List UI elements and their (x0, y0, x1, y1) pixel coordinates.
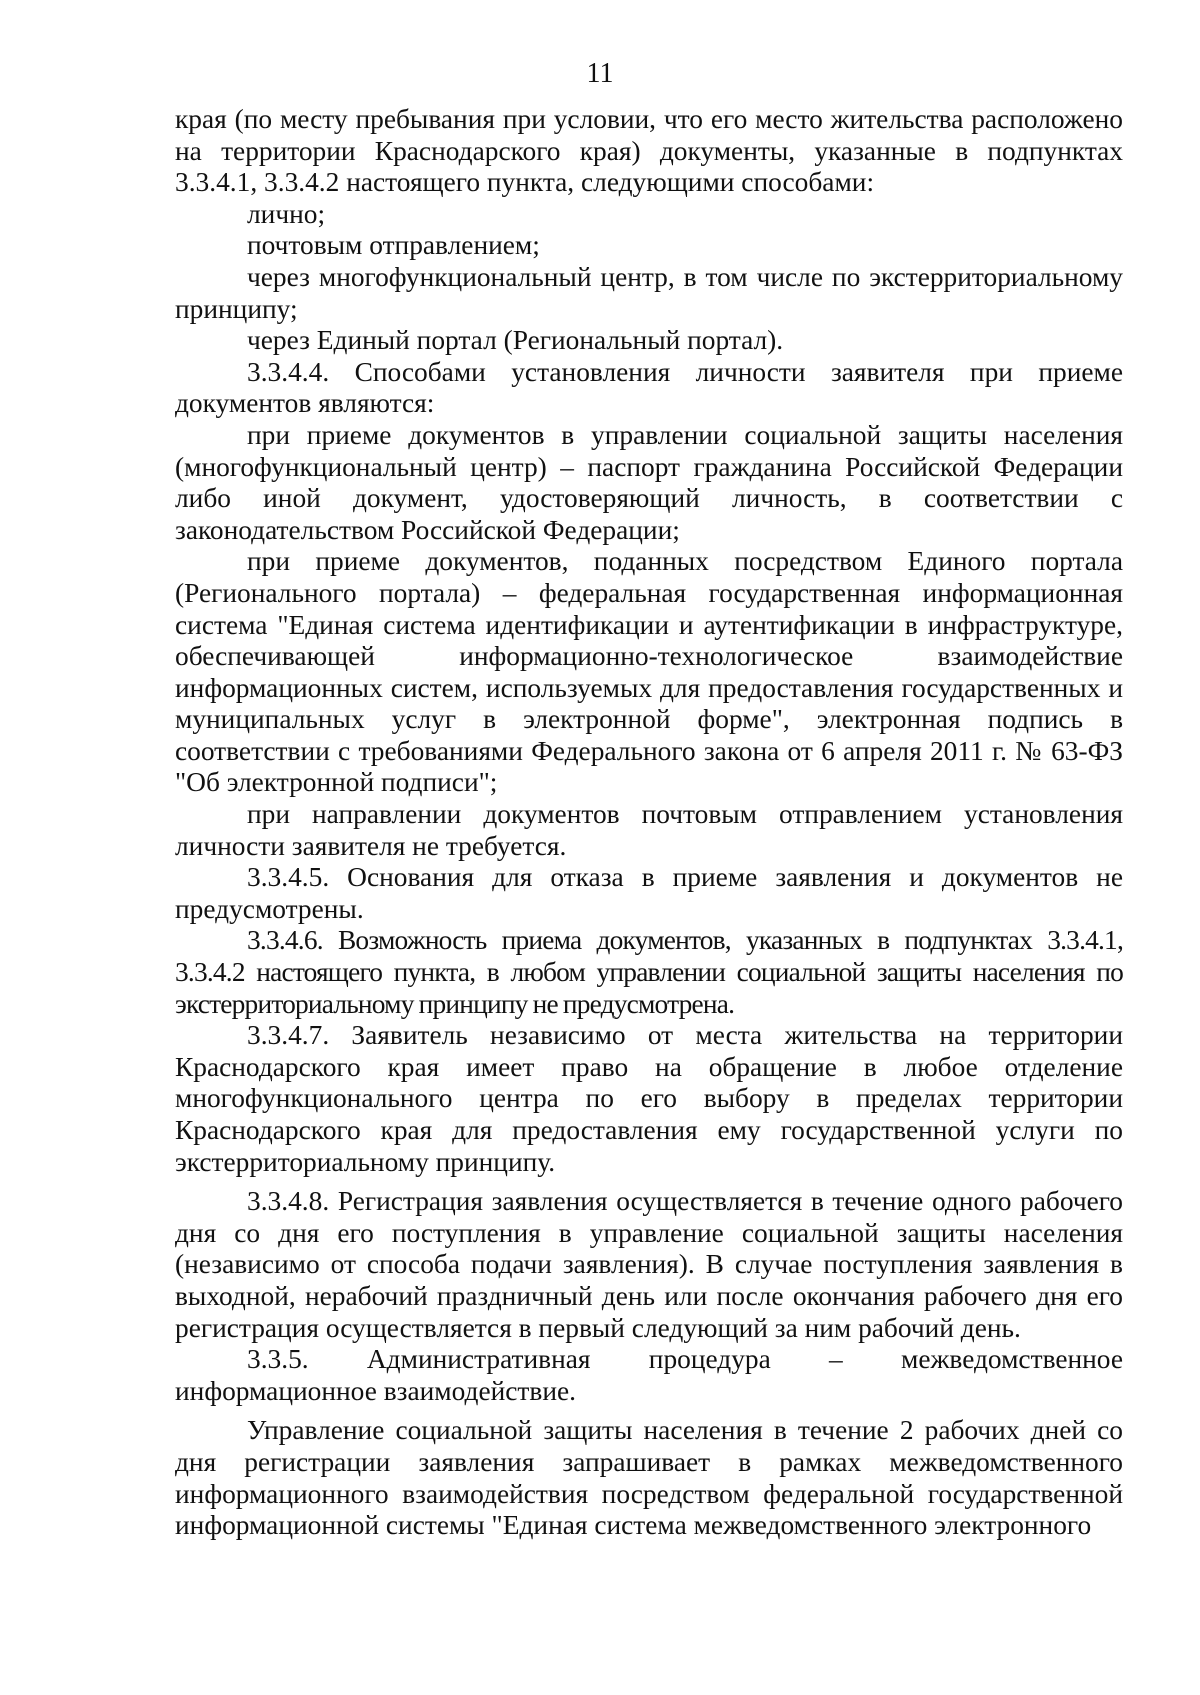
list-item-unified-portal: через Единый портал (Региональный портал). (247, 325, 784, 356)
paragraph-continuation: края (по месту пребывания при условии, что его место жительства расположено на территории Краснодарского края) документы, указанные в подпунктах 3.3.4.1, 3.3.4.2 настоящего пункта, следующими способами: (175, 104, 1123, 198)
clause-3-3-4-5: 3.3.4.5. Основания для отказа в приеме заявления и документов не предусмотрены. (175, 862, 1123, 924)
list-item-in-person: лично; (247, 198, 326, 229)
clause-3-3-4-6: 3.3.4.6. Возможность приема документов, указанных в подпунктах 3.3.4.1, 3.3.4.2 настоящего пункта, в любом управлении социальной защиты населения по экстерриториальному принципу не предусмотрена. (175, 925, 1123, 1019)
identity-by-mail-paragraph: при направлении документов почтовым отправлением установления личности заявителя не требуется. (175, 799, 1123, 861)
list-item-by-mail: почтовым отправлением; (247, 230, 540, 261)
interagency-request-paragraph: Управление социальной защиты населения в течение 2 рабочих дней со дня регистрации заявления запрашивает в рамках межведомственного информационного взаимодействия посредством федеральной государственной информационной системы "Единая система межведомственного электронного (175, 1415, 1123, 1541)
document-body (175, 104, 1123, 1542)
identity-at-office-paragraph: при приеме документов в управлении социальной защиты населения (многофункциональный центр) – паспорт гражданина Российской Федерации либо иной документ, удостоверяющий личность, в соответствии с законодательством Российской Федерации; (175, 419, 1123, 545)
clause-3-3-4-8: 3.3.4.8. Регистрация заявления осуществляется в течение одного рабочего дня со дня его поступления в управление социальной защиты населения (независимо от способа подачи заявления). В случае поступления заявления в выходной, нерабочий праздничный день или после окончания рабочего дня его регистрация осуществляется в первый следующий за ним рабочий день. (175, 1186, 1123, 1343)
list-item-mfc: через многофункциональный центр, в том числе по экстерриториальному принципу; (175, 261, 1123, 324)
identity-via-portal-paragraph: при приеме документов, поданных посредством Единого портала (Регионального портала) – федеральная государственная информационная система "Единая система идентификации и аутентификации в инфраструктуре, обеспечивающей информационно-технологическое взаимодействие информационных систем, используемых для предоставления государственных и муниципальных услуг в электронной форме", электронная подпись в соответствии с требованиями Федерального закона от 6 апреля 2011 г. № 63-ФЗ "Об электронной подписи"; (175, 546, 1123, 798)
page-number: 11 (586, 58, 614, 89)
clause-3-3-5: 3.3.5. Административная процедура – межведомственное информационное взаимодействие. (175, 1344, 1123, 1406)
clause-3-3-4-4: 3.3.4.4. Способами установления личности заявителя при приеме документов являются: (175, 356, 1123, 419)
clause-3-3-4-7: 3.3.4.7. Заявитель независимо от места жительства на территории Краснодарского края имеет право на обращение в любое отделение многофункционального центра по его выбору в пределах территории Краснодарского края для предоставления ему государственной услуги по экстерриториальному принципу. (175, 1020, 1123, 1177)
